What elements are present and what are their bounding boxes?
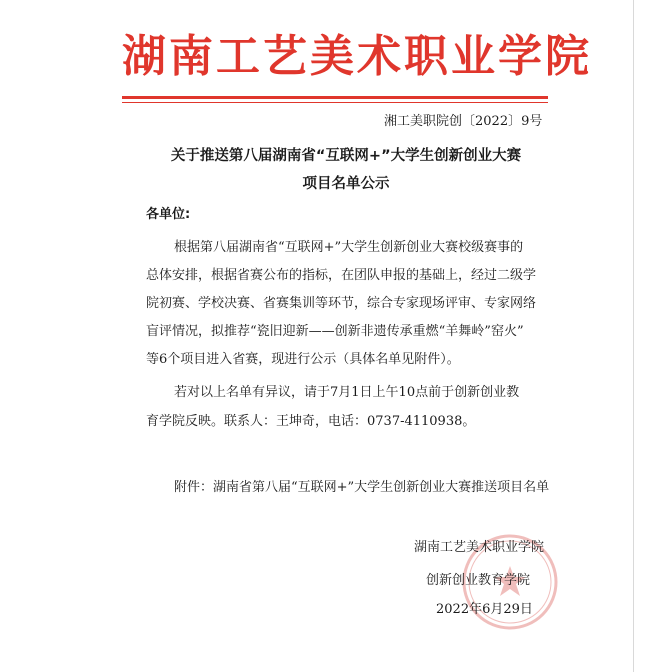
salutation: 各单位: bbox=[146, 207, 191, 222]
attachment-note: 附件：湖南省第八届“互联网+”大学生创新创业大赛推送项目名单 bbox=[174, 480, 550, 495]
header-rule-thick bbox=[122, 96, 548, 99]
signature-date: 2022年6月29日 bbox=[436, 602, 533, 617]
document-title-line-1: 关于推送第八届湖南省“互联网+”大学生创新创业大赛 bbox=[170, 148, 522, 164]
page-edge-line bbox=[633, 0, 634, 672]
body-line: 根据第八届湖南省“互联网+”大学生创新创业大赛校级赛事的 bbox=[174, 240, 524, 255]
header-rule-thin bbox=[122, 102, 548, 103]
signature-org: 湖南工艺美术职业学院 bbox=[414, 540, 545, 555]
body-line: 总体安排，根据省赛公布的指标，在团队申报的基础上，经过二级学 bbox=[146, 268, 537, 283]
signature-dept: 创新创业教育学院 bbox=[426, 573, 531, 588]
body-line: 盲评情况，拟推荐“瓷旧迎新——创新非遗传承重燃“羊舞岭”窑火” bbox=[146, 324, 524, 339]
document-number: 湘工美职院创〔2022〕9号 bbox=[384, 114, 543, 129]
body-line: 育学院反映。联系人：王坤奇，电话：0737-4110938。 bbox=[146, 414, 476, 429]
document-title-line-2: 项目名单公示 bbox=[302, 176, 390, 192]
body-line: 院初赛、学校决赛、省赛集训等环节，综合专家现场评审、专家网络 bbox=[146, 296, 537, 311]
institution-title: 湖南工艺美术职业学院 bbox=[122, 31, 592, 82]
body-line: 等6个项目进入省赛，现进行公示（具体名单见附件）。 bbox=[146, 352, 460, 367]
body-line: 若对以上名单有异议，请于7月1日上午10点前于创新创业教 bbox=[174, 385, 520, 400]
